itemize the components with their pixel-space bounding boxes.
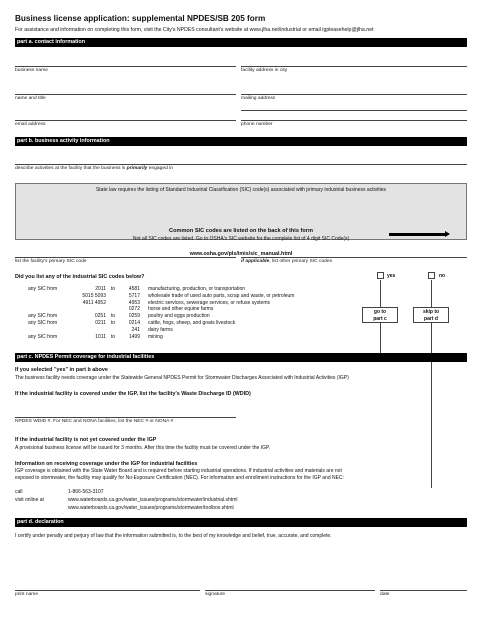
email-label: email address bbox=[15, 122, 46, 127]
activities-label: describe activities at the facility that the business is primarily engaged in bbox=[15, 166, 173, 171]
sic-range-prefix bbox=[28, 327, 74, 334]
sic-range-prefix: any SIC from bbox=[28, 286, 58, 292]
sic-range-prefix bbox=[28, 306, 74, 313]
date-label: date bbox=[380, 592, 390, 597]
sic-info-box bbox=[15, 183, 467, 257]
covered-heading: If the industrial facility is covered under the IGP, list the facility's Waste Discharge ID (WDID) bbox=[15, 391, 251, 397]
mailing-address-label: mailing address bbox=[241, 96, 276, 101]
sic-description: horse and other equine farms bbox=[148, 306, 214, 313]
yes-label: yes bbox=[387, 273, 396, 279]
sic-code-row bbox=[28, 313, 296, 320]
sic-code-row bbox=[28, 327, 296, 334]
sic-website-link[interactable]: www.osha.gov/pls/imis/sic_manual.html bbox=[189, 251, 293, 257]
sic-description: dairy farms bbox=[148, 326, 173, 333]
sic-range-prefix: any SIC from bbox=[28, 333, 58, 340]
wdid-label: NPDES WDID #. For NEC and NONA facilities, list the NEC # or NONA # bbox=[15, 419, 174, 424]
facility-address-label: facility address in city bbox=[241, 68, 288, 73]
skip-connector bbox=[431, 323, 432, 488]
sic-range-start: 2011 bbox=[95, 286, 106, 292]
wdid-field[interactable] bbox=[15, 417, 236, 418]
phone-field[interactable] bbox=[241, 120, 467, 121]
mailing-address-field-2[interactable] bbox=[241, 110, 467, 111]
call-label: call bbox=[15, 489, 23, 495]
intro-text: For assistance and information on completing this form, visit the City's NPDES consultant's website at www.jlha.net/industrial or email igpleasehelp@jlha.net bbox=[15, 27, 374, 33]
info-text-2: exposed to stormwater, the facility may qualify for No-Exposure Certification (NEC). For information and enrollment instructions for the IGP and NEC: bbox=[15, 475, 344, 481]
phone-label: phone number bbox=[241, 122, 273, 127]
sic-range-to: to bbox=[110, 313, 116, 320]
sic-question: Did you list any of the industrial SIC codes below? bbox=[15, 274, 145, 280]
sic-range-to: to bbox=[110, 333, 116, 340]
sic-range-prefix: any SIC from bbox=[28, 313, 58, 320]
part-d-header: part d. declaration bbox=[15, 518, 467, 527]
not-covered-heading: If the industrial facility is not yet covered under the IGP bbox=[15, 437, 157, 443]
if-yes-text: The business facility needs coverage under the Statewide General NPDES Permit for Stormwater Discharges Associated with Industrial Activities (IGP) bbox=[15, 375, 349, 381]
no-label: no bbox=[439, 273, 446, 279]
sic-range-to: to bbox=[110, 319, 116, 326]
part-c-header: part c. NPDES Permit coverage for industrial facilities bbox=[15, 353, 467, 362]
sic-range-start: 1011 bbox=[95, 333, 106, 340]
print-name-label: print name bbox=[15, 592, 39, 597]
facility-address-field[interactable] bbox=[241, 66, 467, 67]
date-field[interactable] bbox=[380, 590, 467, 591]
sic-range-end: 241 bbox=[131, 326, 140, 333]
sic-range-end: 4953 bbox=[128, 299, 140, 306]
info-text-1: IGP coverage is obtained with the State Water Board and is required before starting industrial operations. If industrial activities and materials are not bbox=[15, 468, 342, 474]
arrow-right-icon bbox=[389, 233, 445, 236]
sic-description: poultry and eggs production bbox=[148, 313, 210, 320]
primary-sic-field[interactable] bbox=[15, 257, 236, 258]
sic-range-start: 5015 5093 bbox=[82, 292, 106, 299]
sic-range-to bbox=[108, 293, 120, 300]
business-name-label: business name bbox=[15, 68, 48, 73]
sic-range-to bbox=[108, 300, 120, 307]
part-b-header: part b. business activity information bbox=[15, 137, 467, 146]
print-name-field[interactable] bbox=[15, 590, 200, 591]
sic-range-end: 5717 bbox=[128, 292, 140, 299]
sic-info-line3: Not all SIC codes are listed. Go to OSHA's SIC website for the complete list of 4 digit SIC Code(s) bbox=[132, 236, 350, 242]
no-checkbox[interactable] bbox=[428, 272, 435, 279]
sic-range-start bbox=[74, 327, 108, 334]
sic-info-line1: State law requires the listing of Standard Industrial Classification (SIC) code(s) associated with primary industrial business activities bbox=[95, 187, 387, 193]
sic-code-row bbox=[28, 300, 296, 307]
sic-description: mining bbox=[148, 333, 163, 340]
sic-code-row bbox=[28, 306, 296, 313]
sic-range-end: 1499 bbox=[128, 333, 140, 340]
signature-field[interactable] bbox=[205, 590, 375, 591]
yes-checkbox[interactable] bbox=[377, 272, 384, 279]
part-a-header: part a. contact information bbox=[15, 38, 467, 47]
call-number: 1-866-563-3107 bbox=[68, 489, 104, 495]
sic-range-to bbox=[108, 327, 120, 334]
sic-description: wholesale trade of used auto parts, scrap and waste, or petroleum bbox=[148, 292, 295, 299]
igp-link[interactable]: www.waterboards.ca.gov/water_issues/programs/stormwater/industrial.shtml bbox=[68, 497, 238, 503]
go-to-part-c-box: go to part c bbox=[362, 307, 398, 323]
sic-code-row bbox=[28, 286, 296, 293]
visit-label: visit online at bbox=[15, 497, 44, 503]
sic-codes-table bbox=[28, 286, 296, 340]
no-connector bbox=[431, 280, 432, 307]
name-title-field[interactable] bbox=[15, 94, 236, 95]
name-title-label: name and title bbox=[15, 96, 46, 101]
sic-range-start: 0251 bbox=[94, 313, 106, 320]
sic-range-prefix bbox=[28, 293, 74, 300]
email-field[interactable] bbox=[15, 120, 236, 121]
sic-code-row bbox=[28, 334, 296, 341]
sic-info-line2: Common SIC codes are listed on the back of this form bbox=[169, 228, 313, 234]
sic-range-end: 0214 bbox=[128, 319, 140, 326]
signature-label: signature bbox=[205, 592, 226, 597]
arrowhead-icon bbox=[445, 231, 450, 237]
go-to-connector bbox=[380, 323, 381, 353]
info-heading: Information on receiving coverage under the IGP for industrial facilities bbox=[15, 461, 198, 467]
sic-range-to: to bbox=[110, 286, 116, 292]
sic-range-to bbox=[108, 306, 120, 313]
sic-range-prefix bbox=[28, 300, 74, 307]
sic-range-end: 0272 bbox=[128, 306, 140, 313]
sic-range-prefix: any SIC from bbox=[28, 319, 58, 326]
mailing-address-field[interactable] bbox=[241, 94, 467, 95]
activities-field[interactable] bbox=[15, 164, 467, 165]
skip-to-part-d-box: skip to part d bbox=[413, 307, 449, 323]
sic-range-end: 4581 bbox=[128, 286, 140, 292]
sic-range-start: 0211 bbox=[95, 319, 106, 326]
sic-range-end: 0259 bbox=[128, 313, 140, 320]
toolbox-link[interactable]: www.waterboards.ca.gov/water_issues/programs/stormwater/toolbox.shtml bbox=[68, 505, 234, 511]
other-sic-field[interactable] bbox=[241, 257, 467, 258]
sic-description: cattle, hogs, sheep, and goats livestock bbox=[148, 319, 236, 326]
sic-code-row bbox=[28, 293, 296, 300]
form-title: Business license application: supplemental NPDES/SB 205 form bbox=[15, 14, 266, 23]
sic-code-row bbox=[28, 320, 296, 327]
other-sic-label: if applicable, list other primary SIC codes bbox=[241, 259, 333, 264]
sic-description: electric services, sewerage services, or refuse systems bbox=[148, 299, 270, 306]
primary-sic-label: list the facility's primary SIC code bbox=[15, 259, 87, 264]
declaration-text: I certify under penalty and perjury of law that the information submitted is, to the best of my knowledge and belief, true, accurate, and complete. bbox=[15, 533, 332, 539]
sic-description: manufacturing, production, or transportation bbox=[148, 286, 245, 292]
business-name-field[interactable] bbox=[15, 66, 236, 67]
not-covered-text: A provisional business license will be issued for 3 months. After this time the facility must be covered under the IGP. bbox=[15, 445, 271, 451]
yes-connector bbox=[380, 280, 381, 307]
sic-range-start: 4911 4952 bbox=[82, 299, 106, 306]
sic-range-start bbox=[74, 306, 108, 313]
if-yes-heading: If you selected "yes" in part b above bbox=[15, 367, 108, 373]
